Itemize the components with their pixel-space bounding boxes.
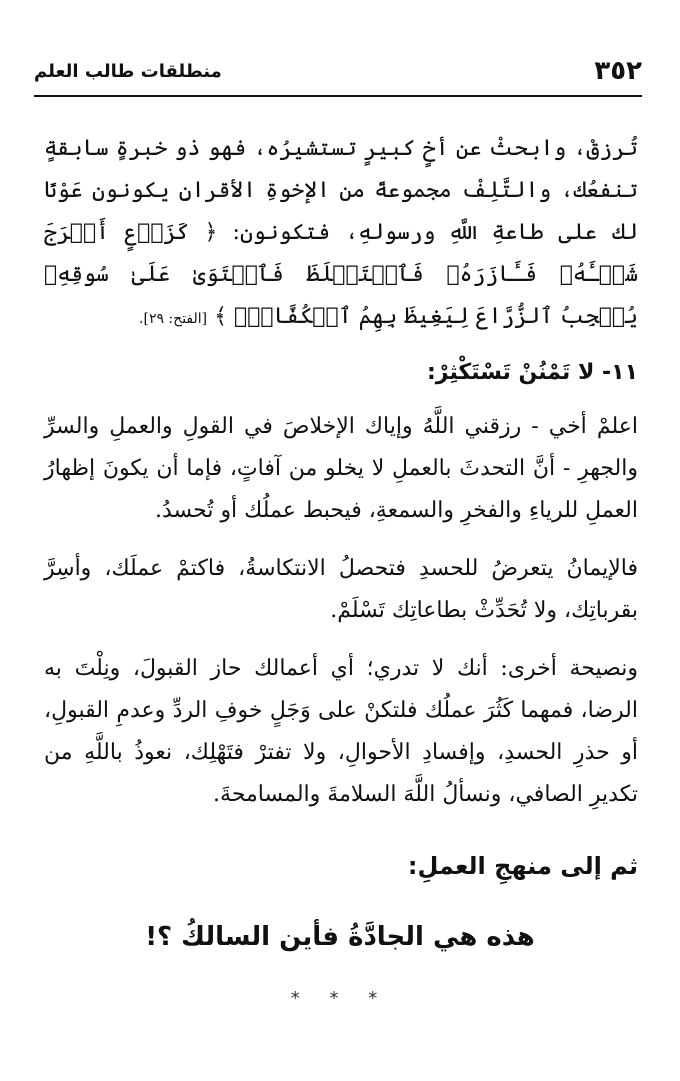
paragraph-counsel-text: تُرزقْ، وابحثْ عن أخٍ كبيرٍ تستشيرُه، فهو ذو خبرةٍ سابقةٍ تنفعُك، والتَّلِفْ مجموعةً من الإخوةِ الأقرانِ يكونون عَوْنًا لك على طاعةِ اللَّهِ ورسولهِ، فتكونون: (44, 136, 639, 245)
paragraph-advice: ونصيحة أخرى: أنك لا تدري؛ أي أعمالك حاز القبولَ، ونِلْتَ به الرضا، فمهما كَثُرَ عملُك فلتكنْ على وَجَلٍ خوفِ الردِّ وعدمِ القبولِ، أو حذرِ الحسدِ، وإفسادِ الأحوالِ، ولا تفترْ فتَهْلِك، نعوذُ باللَّهِ من تكديرِ الصافي، ونسألُ اللَّهَ السلامةَ والمسامحةَ. (44, 656, 638, 807)
section-separator: * * * (290, 988, 390, 1009)
page-header (34, 56, 642, 92)
section-heading-11: ١١- لا تَمْنُنْ تَسْتَكْثِرْ: (426, 360, 638, 385)
paragraph-ikhlas: اعلمْ أخي - رزقني اللَّهُ وإياك الإخلاصَ في القولِ والعملِ والسرِّ والجهرِ - أنَّ التحدثَ بالعملِ لا يخلو من آفاتٍ، فإما أن يكونَ إظهارُ العملِ للرياءِ والفخرِ والسمعةِ، فيحبط عملُك أو تُحسدُ. (44, 414, 638, 523)
closing-heading: ثم إلى منهجِ العملِ: (407, 852, 638, 880)
paragraph-counsel (44, 128, 638, 340)
header-divider (34, 95, 642, 97)
page-number: ٣٥٢ (594, 56, 642, 86)
closing-line: هذه هي الجادَّةُ فأين السالكُ ؟! (145, 922, 535, 952)
verse-reference: [الفتح: ٢٩]. (139, 311, 208, 327)
quran-verse: ﴿ كَزَرۡعٍ أَخۡرَجَ شَطۡـَٔهُۥ فَـَٔازَرَهُۥ فَٱسۡتَغۡلَظَ فَٱسۡتَوَىٰ عَلَىٰ سُوقِهِۦ يُعۡجِبُ ٱلزُّرَّاعَ لِيَغِيظَ بِهِمُ ٱلۡكُفَّارَۗ ﴾ (44, 220, 638, 329)
paragraph-envy: فالإيمانُ يتعرضُ للحسدِ فتحصلُ الانتكاسةُ، فاكتمْ عملَك، وأسِرَّ بقرباتِك، ولا تُحَدِّثْ بطاعاتِك تَسْلَمْ. (44, 556, 638, 623)
book-title: منطلقات طالب العلم (34, 61, 222, 82)
page-body (44, 128, 638, 912)
